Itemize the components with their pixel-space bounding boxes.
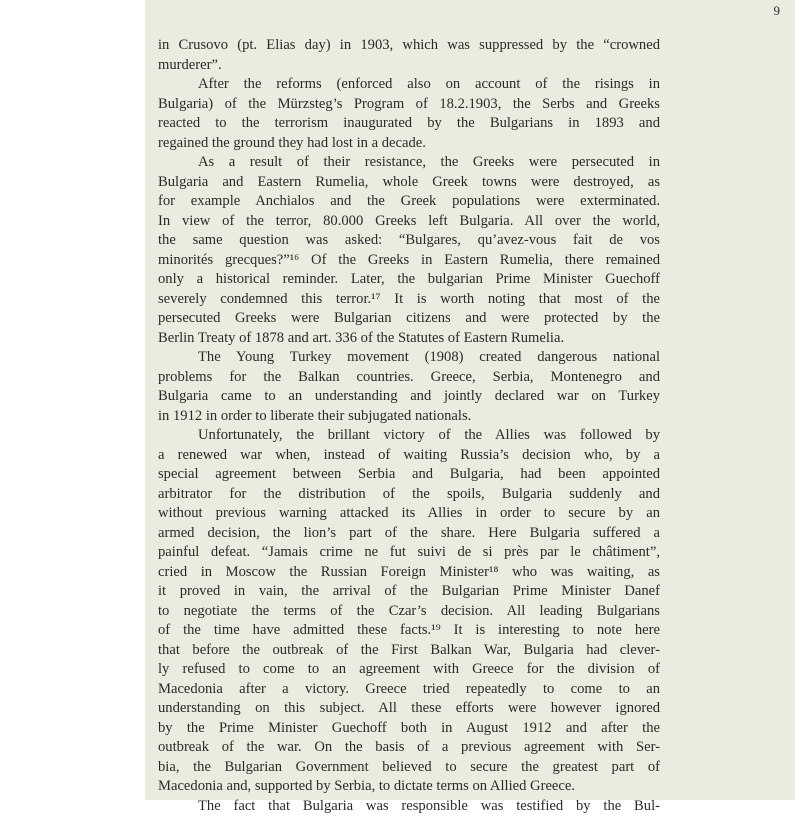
text-line-content: problems for the Balkan countries. Greece, Serbia, Montenegro and — [158, 368, 660, 388]
text-line — [158, 797, 660, 816]
text-line — [158, 504, 660, 524]
text-line-content: persecuted Greeks were Bulgarian citizens and were protected by the — [158, 309, 660, 329]
text-line-content: in 1912 in order to liberate their subjugated nationals. — [158, 407, 660, 427]
text-line-content: to negotiate the terms of the Czar’s decision. All leading Bulgarians — [158, 602, 660, 622]
text-line-content: armed decision, the lion’s part of the share. Here Bulgaria suffered a — [158, 524, 660, 544]
text-line-content: it proved in vain, the arrival of the Bulgarian Prime Minister Danef — [158, 582, 660, 602]
text-line — [158, 524, 660, 544]
text-line-content: In view of the terror, 80.000 Greeks left Bulgaria. All over the world, — [158, 212, 660, 232]
text-line — [158, 719, 660, 739]
text-line-content: severely condemned this terror.¹⁷ It is worth noting that most of the — [158, 290, 660, 310]
text-line-content: in Crusovo (pt. Elias day) in 1903, which was suppressed by the “crowned — [158, 36, 660, 56]
text-line — [158, 290, 660, 310]
text-line — [158, 465, 660, 485]
text-line — [158, 582, 660, 602]
text-line — [158, 56, 660, 76]
text-line-content: only a historical reminder. Later, the bulgarian Prime Minister Guechoff — [158, 270, 660, 290]
text-line-content: special agreement between Serbia and Bulgaria, had been appointed — [158, 465, 660, 485]
text-line — [158, 270, 660, 290]
text-line — [158, 75, 660, 95]
text-line-content: regained the ground they had lost in a decade. — [158, 134, 660, 154]
text-line-content: Bulgaria and Eastern Rumelia, whole Greek towns were destroyed, as — [158, 173, 660, 193]
text-line-content: painful defeat. “Jamais crime ne fut suivi de si près par le châtiment”, — [158, 543, 660, 563]
text-line-content: a renewed war when, instead of waiting Russia’s decision who, by a — [158, 446, 660, 466]
text-line-content: As a result of their resistance, the Greeks were persecuted in — [198, 153, 660, 173]
text-line-content: reacted to the terrorism inaugurated by the Bulgarians in 1893 and — [158, 114, 660, 134]
text-line-content: Bulgaria came to an understanding and jointly declared war on Turkey — [158, 387, 660, 407]
text-line — [158, 368, 660, 388]
text-line-content: without previous warning attacked its Allies in order to secure by an — [158, 504, 660, 524]
text-line — [158, 660, 660, 680]
text-line-content: cried in Moscow the Russian Foreign Minister¹⁸ who was waiting, as — [158, 563, 660, 583]
text-line-content: that before the outbreak of the First Balkan War, Bulgaria had clever- — [158, 641, 660, 661]
text-line — [158, 563, 660, 583]
text-line — [158, 309, 660, 329]
text-line-content: Bulgaria) of the Mürzsteg’s Program of 18.2.1903, the Serbs and Greeks — [158, 95, 660, 115]
text-line-content: After the reforms (enforced also on account of the risings in — [198, 75, 660, 95]
text-line-content: arbitrator for the distribution of the spoils, Bulgaria suddenly and — [158, 485, 660, 505]
text-line-content: understanding on this subject. All these efforts were however ignored — [158, 699, 660, 719]
text-line-content: minorités grecques?”¹⁶ Of the Greeks in Eastern Rumelia, there remained — [158, 251, 660, 271]
text-line-content: for example Anchialos and the Greek populations were exterminated. — [158, 192, 660, 212]
text-line — [158, 641, 660, 661]
text-line-content: ly refused to come to an agreement with Greece for the division of — [158, 660, 660, 680]
text-line — [158, 114, 660, 134]
text-line — [158, 212, 660, 232]
text-line-content: murderer”. — [158, 56, 660, 76]
text-line — [158, 738, 660, 758]
page-number: 9 — [774, 3, 781, 19]
text-line — [158, 231, 660, 251]
text-line — [158, 446, 660, 466]
text-line — [158, 251, 660, 271]
text-line-content: Unfortunately, the brillant victory of the Allies was followed by — [198, 426, 660, 446]
text-line — [158, 426, 660, 446]
text-line-content: the same question was asked: “Bulgares, qu’avez-vous fait de vos — [158, 231, 660, 251]
text-line — [158, 192, 660, 212]
text-line — [158, 407, 660, 427]
text-line — [158, 777, 660, 797]
text-line — [158, 602, 660, 622]
text-line-content: outbreak of the war. On the basis of a previous agreement with Ser- — [158, 738, 660, 758]
text-line — [158, 36, 660, 56]
text-line-content: Macedonia and, supported by Serbia, to dictate terms on Allied Greece. — [158, 777, 660, 797]
text-line — [158, 348, 660, 368]
text-line — [158, 329, 660, 349]
text-line-content: The Young Turkey movement (1908) created dangerous national — [198, 348, 660, 368]
text-line — [158, 621, 660, 641]
text-line-content: The fact that Bulgaria was responsible was testified by the Bul- — [198, 797, 660, 816]
text-line — [158, 95, 660, 115]
book-page — [145, 0, 795, 800]
text-line — [158, 387, 660, 407]
text-line-content: Berlin Treaty of 1878 and art. 336 of the Statutes of Eastern Rumelia. — [158, 329, 660, 349]
text-line — [158, 699, 660, 719]
text-line — [158, 680, 660, 700]
text-line-content: Macedonia after a victory. Greece tried repeatedly to come to an — [158, 680, 660, 700]
text-line — [158, 173, 660, 193]
text-line-content: by the Prime Minister Guechoff both in August 1912 and after the — [158, 719, 660, 739]
text-line — [158, 758, 660, 778]
text-line — [158, 485, 660, 505]
body-text — [158, 36, 660, 816]
text-line — [158, 153, 660, 173]
text-line-content: bia, the Bulgarian Government believed to secure the greatest part of — [158, 758, 660, 778]
text-line — [158, 543, 660, 563]
text-line-content: of the time have admitted these facts.¹⁹ It is interesting to note here — [158, 621, 660, 641]
text-line — [158, 134, 660, 154]
